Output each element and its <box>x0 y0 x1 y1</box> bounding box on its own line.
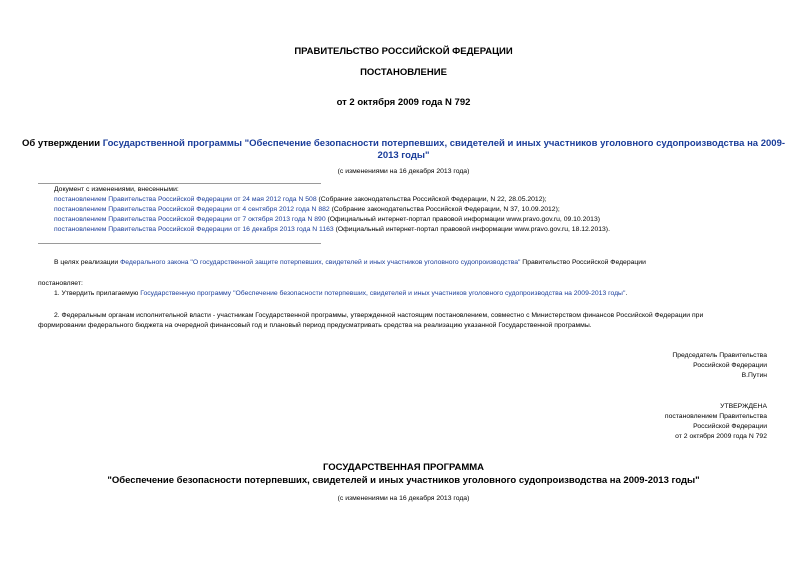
signature-position: Председатель Правительства <box>672 352 767 359</box>
amendment-link-4[interactable]: постановлением Правительства Российской Федерации от 16 декабря 2013 года N 1163 <box>54 226 334 233</box>
approved-country: Российской Федерации <box>693 423 767 430</box>
amendment-source-4: (Официальный интернет-портал правовой информации www.pravo.gov.ru, 18.12.2013). <box>333 226 610 233</box>
amendment-source-2: (Собрание законодательства Российской Федерации, N 37, 10.09.2012); <box>329 206 560 213</box>
item-1-program-link[interactable]: Государственную программу "Обеспечение безопасности потерпевших, свидетелей и иных участников уголовного судопроизводства на 2009-2013 годы" <box>140 290 626 297</box>
item-2-line-1: 2. Федеральным органам исполнительной власти - участникам Государственной программы, утвержденной настоящим постановлением, совместно с Министерством финансов Российской Федерации при <box>54 312 704 319</box>
amendment-link-1[interactable]: постановлением Правительства Российской Федерации от 24 мая 2012 года N 508 <box>54 196 317 203</box>
signature-block <box>560 351 767 381</box>
title-changes-note: (с изменениями на 16 декабря 2013 года) <box>337 168 470 175</box>
amendment-source-3: (Официальный интернет-портал правовой информации www.pravo.gov.ru, 09.10.2013) <box>325 216 600 223</box>
approval-stamp-block <box>560 402 767 442</box>
purpose-suffix: Правительство Российской Федерации <box>520 259 646 266</box>
amendments-block <box>54 185 774 235</box>
amendment-item <box>54 205 774 215</box>
government-heading: ПРАВИТЕЛЬСТВО РОССИЙСКОЙ ФЕДЕРАЦИИ <box>294 46 513 57</box>
title-prefix: Об утверждении <box>21 138 103 149</box>
document-title <box>0 138 807 162</box>
document-type-heading: ПОСТАНОВЛЕНИЕ <box>360 67 447 78</box>
purpose-prefix: В целях реализации <box>54 259 121 266</box>
amendments-bottom-rule <box>38 243 321 244</box>
signature-country: Российской Федерации <box>693 362 767 369</box>
amendment-link-2[interactable]: постановлением Правительства Российской Федерации от 4 сентября 2012 года N 882 <box>54 206 330 213</box>
decrees-word: постановляет: <box>38 280 83 287</box>
item-1-prefix: 1. Утвердить прилагаемую <box>54 290 141 297</box>
amendment-item <box>54 195 774 205</box>
program-subtitle: "Обеспечение безопасности потерпевших, свидетелей и иных участников уголовного судопроизводства на 2009-2013 годы" <box>107 475 700 486</box>
item-2-paragraph <box>38 311 770 331</box>
item-2-line-2: формировании федерального бюджета на очередной финансовый год и плановый период предусматривать средства на реализацию указанной Государственной программы. <box>38 322 592 329</box>
item-1-paragraph <box>54 289 774 299</box>
amendments-intro: Документ с изменениями, внесенными: <box>54 186 179 193</box>
federal-law-link[interactable]: Федерального закона "О государственной защите потерпевших, свидетелей и иных участников уголовного судопроизводства" <box>120 259 521 266</box>
document-date-number: от 2 октября 2009 года N 792 <box>336 97 471 108</box>
amendment-item <box>54 225 774 235</box>
title-program-link-continued[interactable]: 2013 годы" <box>377 150 430 161</box>
amendment-item <box>54 215 774 225</box>
title-program-link[interactable]: Государственной программы "Обеспечение безопасности потерпевших, свидетелей и иных участников уголовного судопроизводства на 2009- <box>102 138 786 149</box>
item-1-suffix: . <box>625 290 628 297</box>
amendment-source-1: (Собрание законодательства Российской Федерации, N 22, 28.05.2012); <box>316 196 547 203</box>
approved-by: постановлением Правительства <box>664 413 767 420</box>
purpose-paragraph <box>54 258 774 268</box>
amendment-link-3[interactable]: постановлением Правительства Российской Федерации от 7 октября 2013 года N 890 <box>54 216 326 223</box>
amendments-top-rule <box>38 183 321 184</box>
program-title: ГОСУДАРСТВЕННАЯ ПРОГРАММА <box>322 462 485 473</box>
approved-heading: УТВЕРЖДЕНА <box>720 403 767 410</box>
signature-name: В.Путин <box>741 372 767 379</box>
program-changes-note: (с изменениями на 16 декабря 2013 года) <box>337 495 470 502</box>
approved-date: от 2 октября 2009 года N 792 <box>675 433 767 440</box>
